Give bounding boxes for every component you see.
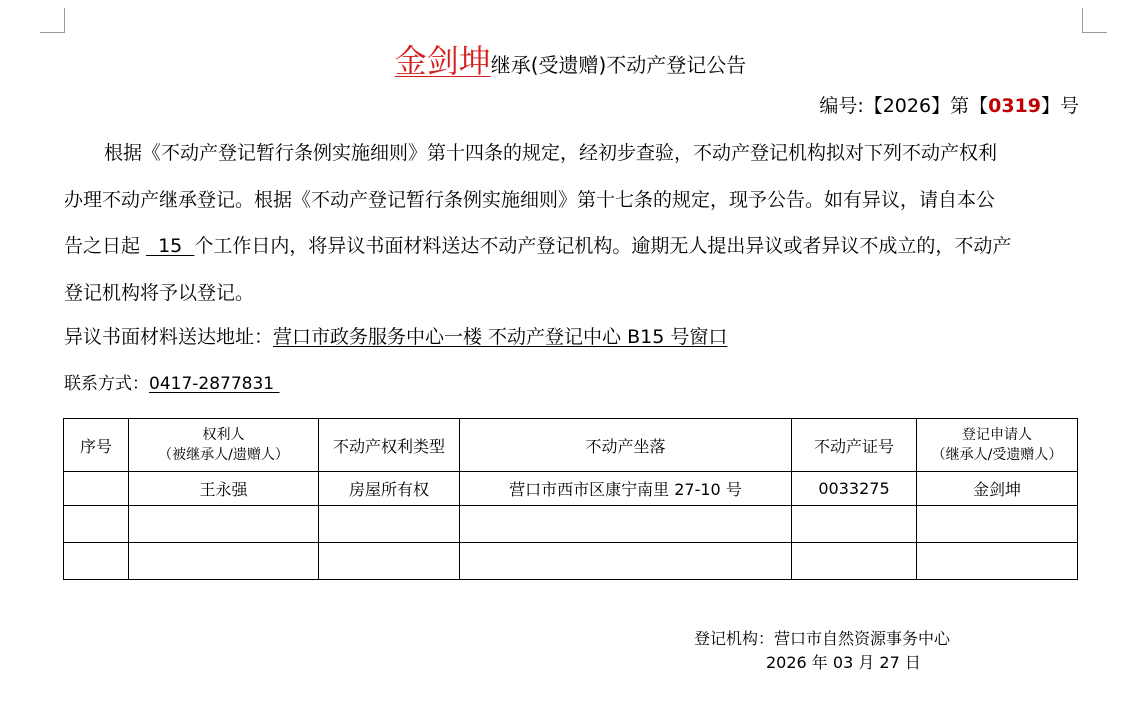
- header-owner: 权利人 （被继承人/遗赠人）: [129, 419, 319, 472]
- header-right-type: 不动产权利类型: [319, 419, 460, 472]
- page-corner-mark-top-left: [40, 8, 65, 33]
- page-corner-mark-top-right: [1082, 8, 1107, 33]
- objection-days: 15: [146, 235, 195, 257]
- address-label: 异议书面材料送达地址：: [64, 326, 274, 348]
- header-location: 不动产坐落: [460, 419, 792, 472]
- header-applicant: 登记申请人 （继承人/受遗赠人）: [917, 419, 1078, 472]
- objection-address: [64, 322, 1082, 349]
- document-number: 编号:【2026】第【0319】号: [819, 95, 1079, 117]
- contact-label: 联系方式：: [64, 374, 149, 394]
- document-serial-number: 0319: [988, 95, 1041, 117]
- cell-right-type: 房屋所有权: [319, 472, 460, 506]
- registration-table: [63, 418, 1078, 580]
- title-applicant-name: 金剑坤: [394, 42, 491, 80]
- body-line-4: 登记机构将予以登记。: [64, 282, 255, 304]
- notice-title: [0, 36, 1141, 82]
- table-header-row: [64, 419, 1078, 472]
- address-value: 营口市政务服务中心一楼 不动产登记中心 B15 号窗口: [273, 326, 728, 348]
- table-row-empty: [64, 506, 1078, 543]
- contact-info: [64, 369, 1082, 394]
- body-line-3: 告之日起 15 个工作日内，将异议书面材料送达不动产登记机构。逾期无人提出异议或者异议不成立的，不动产: [64, 235, 1012, 257]
- body-line-1: 根据《不动产登记暂行条例实施细则》第十四条的规定，经初步查验，不动产登记机构拟对下列不动产权利: [104, 142, 998, 164]
- table-row: [64, 472, 1078, 506]
- cell-seq: [64, 472, 129, 506]
- table-row-empty: [64, 543, 1078, 580]
- body-line-2: 办理不动产继承登记。根据《不动产登记暂行条例实施细则》第十七条的规定，现予公告。如有异议，请自本公: [64, 189, 996, 211]
- cell-cert-no: 0033275: [792, 472, 917, 506]
- registration-agency: 登记机构：营口市自然资源事务中心: [694, 629, 951, 648]
- contact-phone: 0417-2877831: [149, 374, 280, 394]
- cell-owner: 王永强: [129, 472, 319, 506]
- header-cert-no: 不动产证号: [792, 419, 917, 472]
- header-seq: 序号: [64, 419, 129, 472]
- cell-applicant: 金剑坤: [917, 472, 1078, 506]
- document-year: 2026: [882, 95, 932, 117]
- title-text: 继承(受遗赠)不动产登记公告: [490, 53, 747, 77]
- announcement-date: 2026 年 03 月 27 日: [766, 653, 921, 672]
- cell-location: 营口市西市区康宁南里 27-10 号: [460, 472, 792, 506]
